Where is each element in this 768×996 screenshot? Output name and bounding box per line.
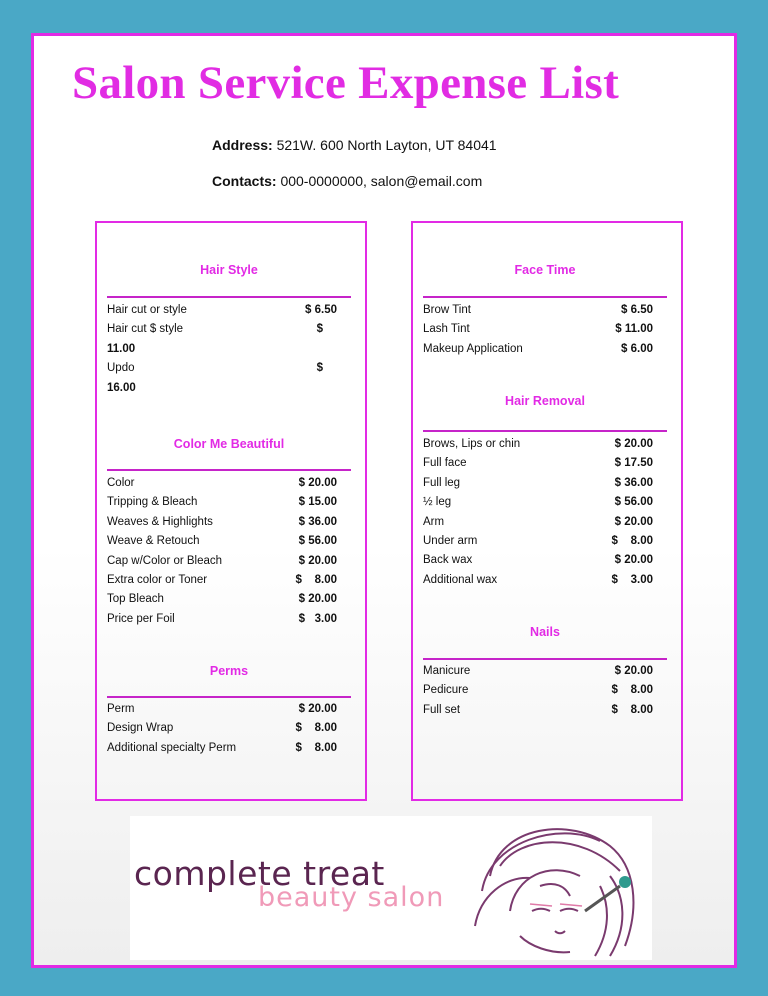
service-price: $ 8.00 — [295, 722, 337, 735]
price-row — [107, 304, 351, 323]
service-label: Brow Tint — [423, 304, 471, 316]
service-price: $ 8.00 — [611, 684, 653, 697]
service-label: Extra color or Toner — [107, 574, 208, 586]
service-price: $ 8.00 — [611, 703, 653, 716]
service-label: Brows, Lips or chin — [423, 438, 521, 450]
service-price: $ — [316, 362, 323, 375]
price-row — [423, 477, 667, 496]
service-price: $ 36.00 — [614, 476, 653, 489]
right-price-panel — [411, 221, 683, 801]
price-row — [423, 704, 667, 723]
page-title: Salon Service Expense List — [72, 57, 620, 109]
service-label: Full face — [423, 457, 467, 470]
service-label: Weaves & Highlights — [107, 515, 213, 528]
service-label: Design Wrap — [107, 722, 174, 735]
service-label: Full leg — [423, 476, 461, 489]
section-divider — [107, 696, 351, 698]
price-row — [423, 438, 667, 457]
service-price: $ 20.00 — [614, 665, 653, 677]
service-price: $ 6.50 — [621, 304, 653, 316]
service-label: Hair cut or style — [107, 304, 187, 316]
left-price-panel — [95, 221, 367, 801]
price-row — [423, 323, 667, 342]
price-row — [107, 722, 351, 741]
price-row — [423, 554, 667, 573]
price-row — [107, 477, 351, 496]
service-label: Updo — [107, 362, 135, 375]
price-row — [423, 516, 667, 535]
address-label: Address: — [212, 137, 273, 153]
service-label: Full set — [423, 703, 461, 716]
service-price: $ 11.00 — [615, 323, 653, 336]
price-row — [107, 496, 351, 515]
expense-sheet — [31, 33, 737, 968]
price-row — [423, 343, 667, 362]
section-heading-color-me-beautiful: Color Me Beautiful — [173, 437, 285, 451]
service-price: $ 20.00 — [298, 703, 337, 715]
service-price: $ 8.00 — [295, 741, 337, 754]
logo-line-2: beauty salon — [258, 882, 445, 913]
price-row — [423, 304, 667, 323]
price-row — [107, 574, 351, 593]
price-row — [107, 516, 351, 535]
service-label: Perm — [107, 703, 135, 715]
service-price-continued: 16.00 — [107, 381, 136, 394]
service-label: ½ leg — [423, 496, 452, 509]
price-row — [107, 703, 351, 722]
service-label: Under arm — [423, 535, 478, 547]
service-label: Price per Foil — [107, 612, 175, 625]
section-heading-hair-style: Hair Style — [200, 263, 258, 277]
woman-face-icon — [460, 816, 650, 960]
contacts-line — [212, 173, 482, 189]
section-heading-perms: Perms — [209, 664, 249, 678]
service-label: Lash Tint — [423, 323, 470, 336]
service-label: Color — [107, 477, 135, 489]
service-label: Tripping & Bleach — [107, 496, 198, 509]
logo-line-1: complete treat — [134, 854, 385, 893]
service-price: $ 8.00 — [295, 574, 337, 586]
price-row — [107, 613, 351, 632]
service-price: $ 15.00 — [298, 496, 337, 509]
service-label: Manicure — [423, 665, 471, 677]
price-row — [107, 742, 351, 761]
service-label: Top Bleach — [107, 593, 164, 606]
section-divider — [423, 430, 667, 432]
service-label: Additional wax — [423, 573, 498, 586]
section-divider — [423, 296, 667, 298]
section-divider — [423, 658, 667, 660]
price-row — [107, 593, 351, 612]
service-price: $ 20.00 — [614, 515, 653, 528]
address-value: 521W. 600 North Layton, UT 84041 — [272, 137, 497, 153]
salon-logo — [130, 816, 652, 960]
service-price: $ 20.00 — [298, 554, 337, 567]
service-label: Weave & Retouch — [107, 535, 200, 548]
address-line — [212, 137, 497, 153]
service-price: $ 56.00 — [298, 535, 337, 548]
price-row — [423, 496, 667, 515]
section-heading-face-time: Face Time — [514, 263, 576, 277]
service-label: Arm — [423, 515, 445, 528]
contacts-value: 000-0000000, salon@email.com — [276, 173, 483, 189]
service-price-continued: 11.00 — [107, 342, 136, 355]
service-label: Additional specialty Perm — [107, 741, 237, 754]
service-price: $ 56.00 — [614, 496, 653, 509]
service-price: $ 3.00 — [298, 612, 337, 625]
price-row — [423, 457, 667, 476]
service-label: Hair cut $ style — [107, 323, 184, 336]
service-price: $ 20.00 — [614, 438, 653, 450]
price-row — [423, 574, 667, 593]
price-row — [423, 665, 667, 684]
section-divider — [107, 296, 351, 298]
service-label: Back wax — [423, 554, 473, 567]
service-price: $ 3.00 — [611, 573, 653, 586]
section-divider — [107, 469, 351, 471]
service-price: $ 20.00 — [298, 477, 337, 489]
service-price: $ 17.50 — [614, 457, 653, 470]
price-row — [107, 323, 351, 342]
service-price: $ 8.00 — [611, 535, 653, 547]
price-row — [423, 684, 667, 703]
service-label: Makeup Application — [423, 342, 523, 355]
service-price: $ 20.00 — [614, 554, 653, 567]
service-price: $ 6.00 — [621, 342, 653, 355]
price-row — [107, 555, 351, 574]
service-price: $ 20.00 — [298, 593, 337, 606]
price-row — [107, 362, 351, 381]
service-label: Pedicure — [423, 684, 469, 697]
service-price: $ 36.00 — [298, 515, 337, 528]
service-price: $ — [316, 323, 323, 336]
section-heading-hair-removal: Hair Removal — [505, 394, 585, 408]
contacts-label: Contacts: — [212, 173, 277, 189]
service-label: Cap w/Color or Bleach — [107, 554, 223, 567]
price-row — [107, 535, 351, 554]
section-heading-nails: Nails — [530, 625, 560, 639]
service-price: $ 6.50 — [305, 304, 337, 316]
price-row — [423, 535, 667, 554]
